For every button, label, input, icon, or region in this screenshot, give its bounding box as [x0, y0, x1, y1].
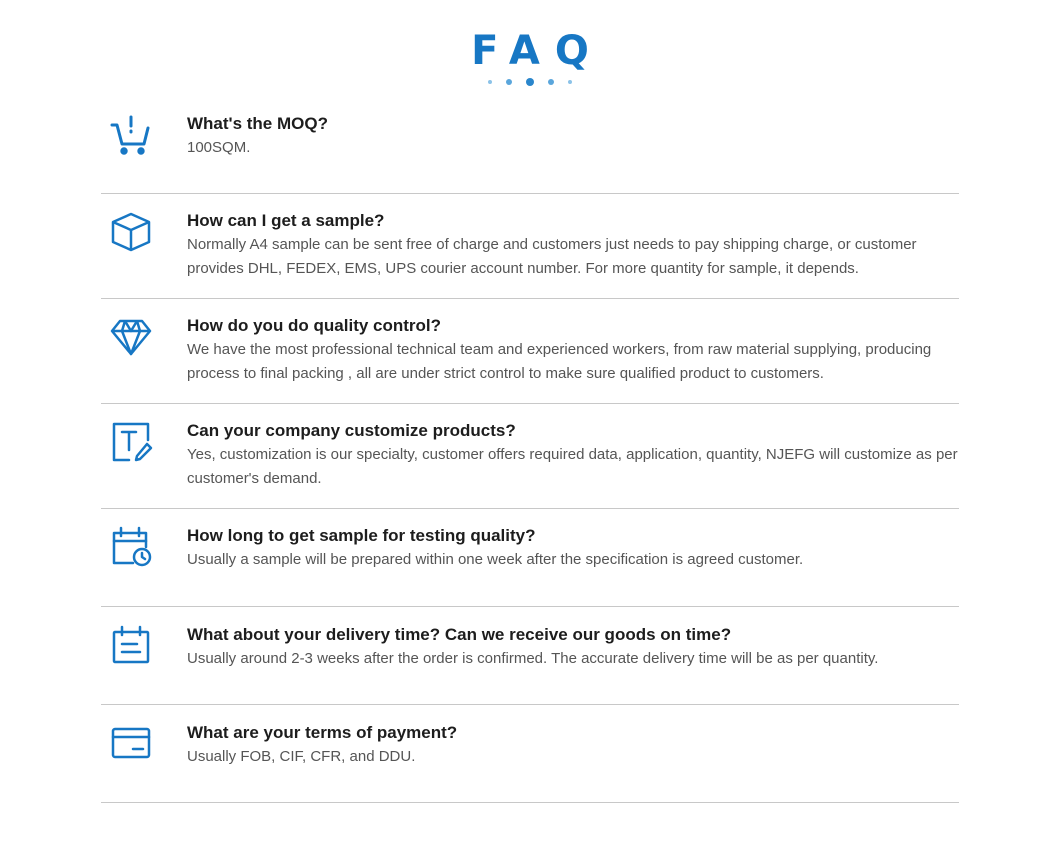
faq-answer: Usually FOB, CIF, CFR, and DDU. [187, 748, 416, 765]
faq-answer: We have the most professional technical team and experienced workers, from raw material supplying, producing process to final packing , all are under strict control to make sure qualified product to customers. [187, 341, 932, 382]
faq-answer: Usually around 2-3 weeks after the order is confirmed. The accurate delivery time will be as per quantity. [187, 650, 879, 667]
faq-item-sample [101, 194, 959, 299]
faq-answer: Normally A4 sample can be sent free of charge and customers just needs to pay shipping charge, or customer provides DHL, FEDEX, EMS, UPS courier account number. For more quantity for sample, it depends. [187, 236, 917, 277]
diamond-icon [109, 315, 153, 359]
faq-answer: 100SQM. [187, 139, 251, 156]
faq-item-sample-time [101, 509, 959, 607]
decoration-dot [526, 78, 534, 86]
credit-card-icon [109, 722, 153, 766]
faq-item-moq [101, 100, 959, 194]
cart-icon [109, 113, 153, 157]
page-title: FAQ [471, 28, 604, 74]
faq-item-payment [101, 705, 959, 803]
decoration-dot [506, 79, 512, 85]
faq-item-delivery [101, 607, 959, 705]
faq-question: How do you do quality control? [187, 316, 442, 335]
faq-header [0, 28, 1060, 86]
faq-item-customize [101, 404, 959, 509]
faq-question: What about your delivery time? Can we receive our goods on time? [187, 625, 732, 644]
faq-question: What are your terms of payment? [187, 723, 458, 742]
decoration-dot [568, 80, 572, 84]
faq-question: What's the MOQ? [187, 114, 328, 133]
box-icon [109, 210, 153, 254]
calendar-clock-icon [109, 525, 153, 569]
decoration-dot [488, 80, 492, 84]
faq-question: How long to get sample for testing quality? [187, 526, 536, 545]
faq-question: Can your company customize products? [187, 421, 516, 440]
decoration-dot [548, 79, 554, 85]
faq-question: How can I get a sample? [187, 211, 385, 230]
faq-answer: Yes, customization is our specialty, customer offers required data, application, quantity, NJEFG will customize as per customer's demand. [187, 446, 958, 487]
calendar-list-icon [109, 624, 153, 668]
text-edit-icon [109, 420, 153, 464]
title-decoration-dots [0, 78, 1060, 86]
faq-list [101, 100, 959, 803]
faq-item-quality [101, 299, 959, 404]
faq-answer: Usually a sample will be prepared within one week after the specification is agreed customer. [187, 551, 804, 568]
